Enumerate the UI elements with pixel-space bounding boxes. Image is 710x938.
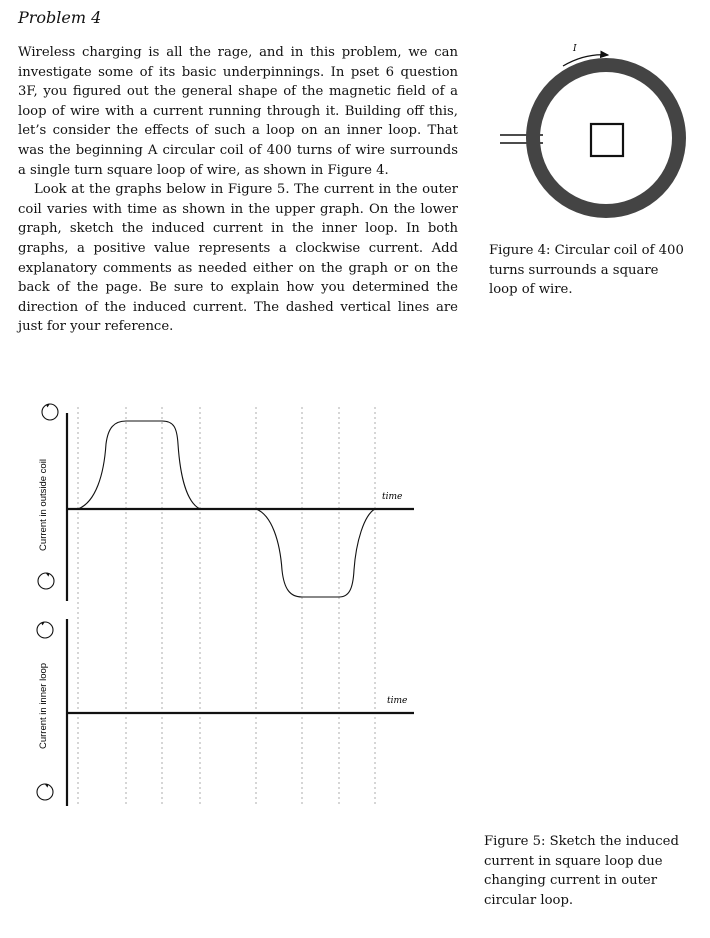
lower-y-label: Current in inner loop [38, 662, 49, 750]
clockwise-icon-lower [37, 622, 53, 638]
outer-coil [533, 65, 679, 211]
upper-y-label: Current in outside coil [38, 459, 49, 551]
counterclockwise-icon-lower [37, 784, 53, 800]
figure-4-coil-diagram [500, 44, 679, 211]
figure-5-caption: Figure 5: Sketch the induced current in square loop due changing current in outer circular loop. [484, 834, 679, 908]
clockwise-icon-upper [42, 404, 58, 420]
figure-5-graphs [37, 404, 414, 806]
paragraph-intro: Wireless charging is all the rage, and in this problem, we can investigate some of its basic underpinnings. In pset 6 question 3F, you figured out the general shape of the magnetic field of a loop of wire with a current running through it. Building off this, let’s consider the effects of such a loop on an inner loop. That was the beginning A circular coil of 400 turns of wire surrounds a single turn square loop of wire, as shown in Figure 4. [18, 45, 458, 178]
figure-4-caption: Figure 4: Circular coil of 400 turns surrounds a square loop of wire. [489, 243, 684, 298]
current-label: I [573, 44, 577, 54]
dashed-reference-lines [78, 407, 375, 804]
inner-square-loop [591, 124, 623, 156]
paragraph-instructions: Look at the graphs below in Figure 5. The current in the outer coil varies with time as shown in the upper graph. On the lower graph, sketch the induced current in the inner loop. In both graphs, a positive value represents a clockwise current. Add explanatory comments as needed either on the graph or on the back of the page. Be sure to explain how you determined the direction of the induced current. The dashed vertical lines are just for your reference. [18, 182, 458, 335]
problem-title: Problem 4 [18, 8, 102, 27]
counterclockwise-icon-upper [38, 573, 54, 589]
lower-time-label: time [387, 696, 408, 706]
upper-time-label: time [382, 492, 403, 502]
